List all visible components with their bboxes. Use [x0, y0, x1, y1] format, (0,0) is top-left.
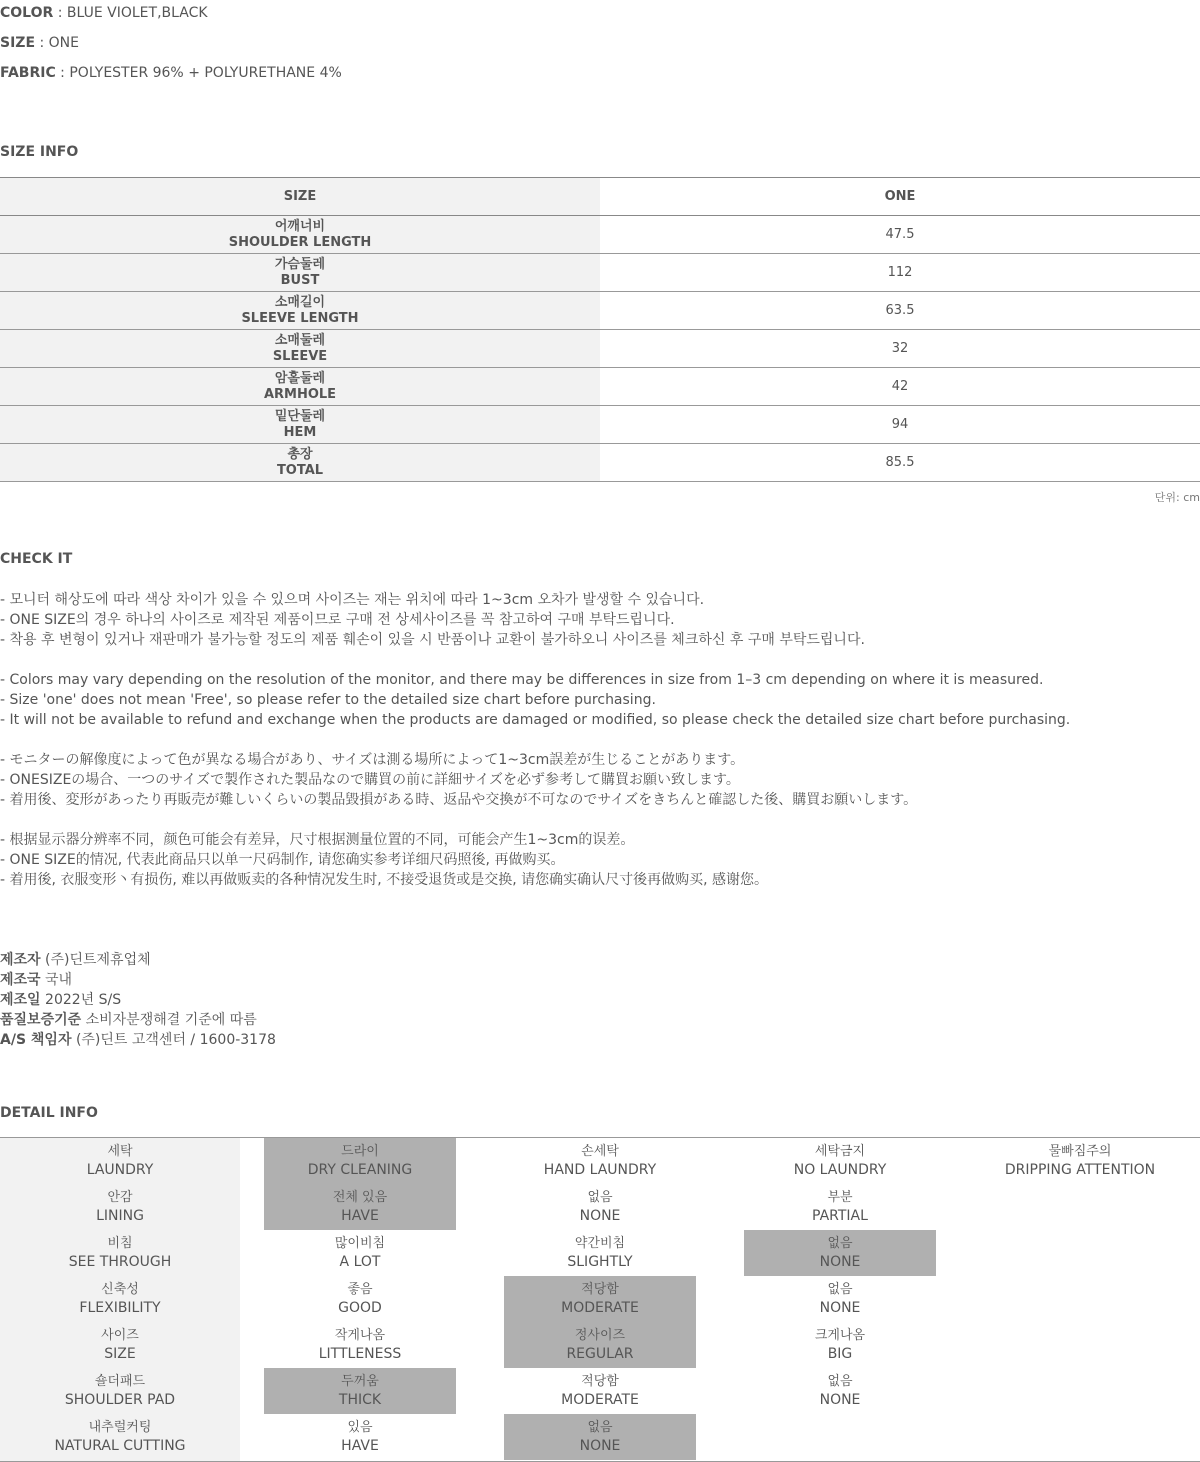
size-row-value: 63.5	[885, 303, 915, 318]
size-table-row	[0, 368, 1200, 406]
detail-option-en: NONE	[819, 1392, 861, 1408]
detail-option-en: REGULAR	[566, 1346, 634, 1362]
check-note: - ONESIZEの場合、一つのサイズで製作された製品なので購買の前に詳細サイズを必ず参考して購買お願い致します。	[0, 772, 740, 788]
detail-option-selected	[264, 1184, 456, 1230]
detail-grid	[0, 1137, 1200, 1462]
spacer	[0, 810, 1070, 830]
detail-option-ko: 많이비침	[334, 1236, 386, 1251]
detail-label-ko: 사이즈	[101, 1328, 139, 1343]
size-table	[0, 177, 1200, 482]
detail-option-ko: 전체 있음	[332, 1190, 388, 1205]
size-label-en: HEM	[283, 424, 317, 440]
maker-key: A/S 책임자	[0, 1032, 72, 1048]
spec-color: COLOR : BLUE VIOLET,BLACK	[0, 5, 208, 21]
check-note: - 着用後, 衣服变形丶有损伤, 难以再做贩卖的各种情况发生时, 不接受退货或是交换, 请您确实确认尺寸後再做购买, 感谢您。	[0, 872, 769, 888]
maker-value: 소비자분쟁해결 기준에 따름	[85, 1012, 257, 1028]
maker-value: (주)딘트 고객센터 / 1600-3178	[75, 1032, 276, 1048]
detail-option-ko: 크게나옴	[814, 1328, 866, 1343]
detail-option-selected	[264, 1368, 456, 1414]
detail-option-ko: 좋음	[347, 1282, 373, 1297]
maker-key: 제조자	[0, 952, 41, 968]
size-row-value: 85.5	[885, 455, 915, 470]
detail-option	[504, 1184, 696, 1230]
detail-label-ko: 비침	[107, 1236, 133, 1251]
size-row-label	[0, 292, 600, 329]
size-label-ko: 총장	[287, 446, 313, 462]
check-note: - Colors may vary depending on the resolution of the monitor, and there may be differences in size from 1–3 cm depending on where it is measured.	[0, 672, 1044, 688]
spacer	[0, 650, 1070, 670]
size-row-value: 94	[891, 417, 909, 432]
detail-option-en: NONE	[579, 1208, 621, 1224]
detail-label-en: SHOULDER PAD	[64, 1392, 176, 1408]
detail-label-en: SEE THROUGH	[68, 1254, 172, 1270]
detail-option-ko: 작게나옴	[334, 1328, 386, 1343]
detail-option-en: HAVE	[341, 1208, 379, 1224]
detail-option-ko: 세탁금지	[814, 1144, 866, 1159]
maker-key: 품질보증기준	[0, 1012, 82, 1028]
size-label-ko: 소매길이	[274, 294, 326, 310]
maker-line	[0, 970, 276, 990]
detail-option-en: THICK	[338, 1392, 382, 1408]
size-row-label	[0, 368, 600, 405]
maker-value: 2022년 S/S	[45, 992, 122, 1008]
size-unit: 단위: cm	[1154, 491, 1200, 504]
size-label-en: ARMHOLE	[263, 386, 337, 402]
detail-option-en: BIG	[827, 1346, 853, 1362]
detail-option-selected	[504, 1414, 696, 1460]
detail-option-ko: 있음	[347, 1420, 373, 1435]
size-label-ko: 가슴둘레	[274, 256, 326, 272]
size-label-en: SLEEVE	[272, 348, 328, 364]
detail-option-en: DRY CLEANING	[307, 1162, 413, 1178]
detail-label-en: SIZE	[104, 1346, 136, 1362]
size-table-row	[0, 292, 1200, 330]
size-row-value: 47.5	[885, 227, 915, 242]
spec-key: SIZE	[0, 35, 36, 51]
size-label-en: BUST	[280, 272, 320, 288]
detail-option-en: A LOT	[339, 1254, 381, 1270]
size-header-label: SIZE	[0, 178, 600, 215]
spec-key: COLOR	[0, 5, 54, 21]
detail-option	[504, 1368, 696, 1414]
size-row-label	[0, 330, 600, 367]
detail-option-en: GOOD	[338, 1300, 382, 1316]
check-note: - ONE SIZE的情况, 代表此商品只以单一尺码制作, 请您确实参考详细尺码照後, 再做购买。	[0, 852, 565, 868]
detail-option-ko: 부분	[827, 1190, 853, 1205]
detail-label-en: FLEXIBILITY	[79, 1300, 161, 1316]
spec-size: SIZE : ONE	[0, 35, 79, 51]
check-note: - 根据显示器分辨率不同，颜色可能会有差异，尺寸根据测量位置的不同，可能会产生1~3cm的误差。	[0, 832, 635, 848]
detail-option	[264, 1230, 456, 1276]
maker-key: 제조국	[0, 972, 41, 988]
detail-option-selected	[504, 1276, 696, 1322]
size-row-value: 42	[891, 379, 909, 394]
detail-option-en: MODERATE	[561, 1300, 639, 1316]
check-note: - It will not be available to refund and exchange when the products are damaged or modified, so please check the detailed size chart before purchasing.	[0, 712, 1071, 728]
check-note: - Size 'one' does not mean 'Free', so please refer to the detailed size chart before purchasing.	[0, 692, 656, 708]
detail-label-en: LINING	[96, 1208, 144, 1224]
size-label-en: SLEEVE LENGTH	[241, 310, 359, 326]
maker-line	[0, 990, 276, 1010]
detail-option-selected	[744, 1230, 936, 1276]
check-it-title: CHECK IT	[0, 551, 73, 567]
detail-option	[264, 1276, 456, 1322]
size-label-en: SHOULDER LENGTH	[228, 234, 372, 250]
detail-option	[744, 1368, 936, 1414]
detail-option-en: NONE	[819, 1254, 861, 1270]
detail-option-selected	[264, 1138, 456, 1184]
detail-option-ko: 없음	[587, 1190, 613, 1205]
size-header-value: ONE	[884, 189, 916, 204]
detail-label	[24, 1322, 216, 1368]
detail-option	[984, 1138, 1176, 1184]
detail-label	[24, 1414, 216, 1460]
size-table-header	[0, 178, 1200, 216]
size-row-value: 32	[891, 341, 909, 356]
detail-option-ko: 두꺼움	[341, 1374, 379, 1389]
detail-option-ko: 드라이	[341, 1144, 379, 1159]
spec-value: POLYESTER 96% + POLYURETHANE 4%	[69, 65, 342, 81]
detail-option-en: LITTLENESS	[318, 1346, 402, 1362]
detail-option-ko: 없음	[827, 1374, 853, 1389]
detail-option	[504, 1138, 696, 1184]
detail-option	[264, 1322, 456, 1368]
spec-value: BLUE VIOLET,BLACK	[66, 5, 208, 21]
size-table-row	[0, 406, 1200, 444]
detail-option-en: DRIPPING ATTENTION	[1004, 1162, 1156, 1178]
detail-label	[24, 1276, 216, 1322]
size-row-value: 112	[887, 265, 913, 280]
size-table-row	[0, 330, 1200, 368]
maker-value: (주)딘트제휴업체	[45, 952, 151, 968]
maker-key: 제조일	[0, 992, 41, 1008]
size-info-title: SIZE INFO	[0, 144, 79, 160]
detail-option-en: NONE	[579, 1438, 621, 1454]
detail-label-ko: 안감	[107, 1190, 133, 1205]
check-note: - ONE SIZE의 경우 하나의 사이즈로 제작된 제품이므로 구매 전 상세사이즈를 꼭 참고하여 구매 부탁드립니다.	[0, 612, 675, 628]
size-row-label	[0, 444, 600, 481]
size-table-row	[0, 254, 1200, 292]
detail-label-ko: 내추럴커팅	[88, 1420, 152, 1435]
detail-label	[24, 1368, 216, 1414]
detail-option-en: PARTIAL	[812, 1208, 868, 1224]
detail-option	[264, 1414, 456, 1460]
check-note: - 착용 후 변형이 있거나 재판매가 불가능할 정도의 제품 훼손이 있을 시 반품이나 교환이 불가하오니 사이즈를 체크하신 후 구매 부탁드립니다.	[0, 632, 865, 648]
detail-info-title: DETAIL INFO	[0, 1105, 98, 1121]
detail-option-ko: 없음	[827, 1236, 853, 1251]
detail-option-en: HAND LAUNDRY	[543, 1162, 657, 1178]
size-table-row	[0, 444, 1200, 482]
detail-option	[504, 1230, 696, 1276]
detail-label-ko: 신축성	[101, 1282, 139, 1297]
detail-option	[744, 1276, 936, 1322]
detail-option-ko: 물빠짐주의	[1048, 1144, 1112, 1159]
detail-option-ko: 없음	[587, 1420, 613, 1435]
size-label-en: TOTAL	[276, 462, 324, 478]
size-label-ko: 밑단둘레	[274, 408, 326, 424]
detail-option-ko: 정사이즈	[574, 1328, 626, 1343]
detail-label-ko: 세탁	[107, 1144, 133, 1159]
detail-label	[24, 1184, 216, 1230]
detail-option-selected	[504, 1322, 696, 1368]
check-it-notes	[0, 590, 1070, 890]
size-row-label	[0, 254, 600, 291]
detail-option-ko: 적당함	[581, 1374, 619, 1389]
check-note: - モニターの解像度によって色が異なる場合があり、サイズは測る場所によって1~3cm誤差が生じることがあります。	[0, 752, 745, 768]
detail-option-ko: 손세탁	[581, 1144, 619, 1159]
detail-label-en: LAUNDRY	[86, 1162, 154, 1178]
maker-line	[0, 1010, 276, 1030]
detail-option-ko: 적당함	[581, 1282, 619, 1297]
size-row-label	[0, 406, 600, 443]
detail-label	[24, 1138, 216, 1184]
check-note: - 着用後、変形があったり再販売が難しいくらいの製品毀損がある時、返品や交換が不可なのでサイズをきちんと確認した後、購買お願いします。	[0, 792, 918, 808]
size-row-label	[0, 216, 600, 253]
detail-option-en: NO LAUNDRY	[793, 1162, 887, 1178]
size-label-ko: 어깨너비	[274, 218, 326, 234]
size-label-ko: 소매둘레	[274, 332, 326, 348]
detail-option-en: HAVE	[341, 1438, 379, 1454]
spec-fabric: FABRIC : POLYESTER 96% + POLYURETHANE 4%	[0, 65, 342, 81]
spec-value: ONE	[48, 35, 79, 51]
spec-key: FABRIC	[0, 65, 56, 81]
spacer	[0, 730, 1070, 750]
maker-line	[0, 950, 276, 970]
size-table-row	[0, 216, 1200, 254]
detail-option-en: NONE	[819, 1300, 861, 1316]
detail-option	[744, 1322, 936, 1368]
maker-value: 국내	[45, 972, 73, 988]
detail-label	[24, 1230, 216, 1276]
maker-line	[0, 1030, 276, 1050]
check-note: - 모니터 해상도에 따라 색상 차이가 있을 수 있으며 사이즈는 재는 위치에 따라 1~3cm 오차가 발생할 수 있습니다.	[0, 592, 705, 608]
size-label-ko: 암홀둘레	[274, 370, 326, 386]
detail-label-ko: 숄더패드	[94, 1374, 146, 1389]
detail-option-ko: 약간비침	[574, 1236, 626, 1251]
detail-option	[744, 1138, 936, 1184]
detail-option-en: MODERATE	[561, 1392, 639, 1408]
detail-option	[744, 1184, 936, 1230]
detail-label-en: NATURAL CUTTING	[54, 1438, 186, 1454]
maker-info	[0, 950, 276, 1050]
detail-option-ko: 없음	[827, 1282, 853, 1297]
detail-option-en: SLIGHTLY	[567, 1254, 633, 1270]
